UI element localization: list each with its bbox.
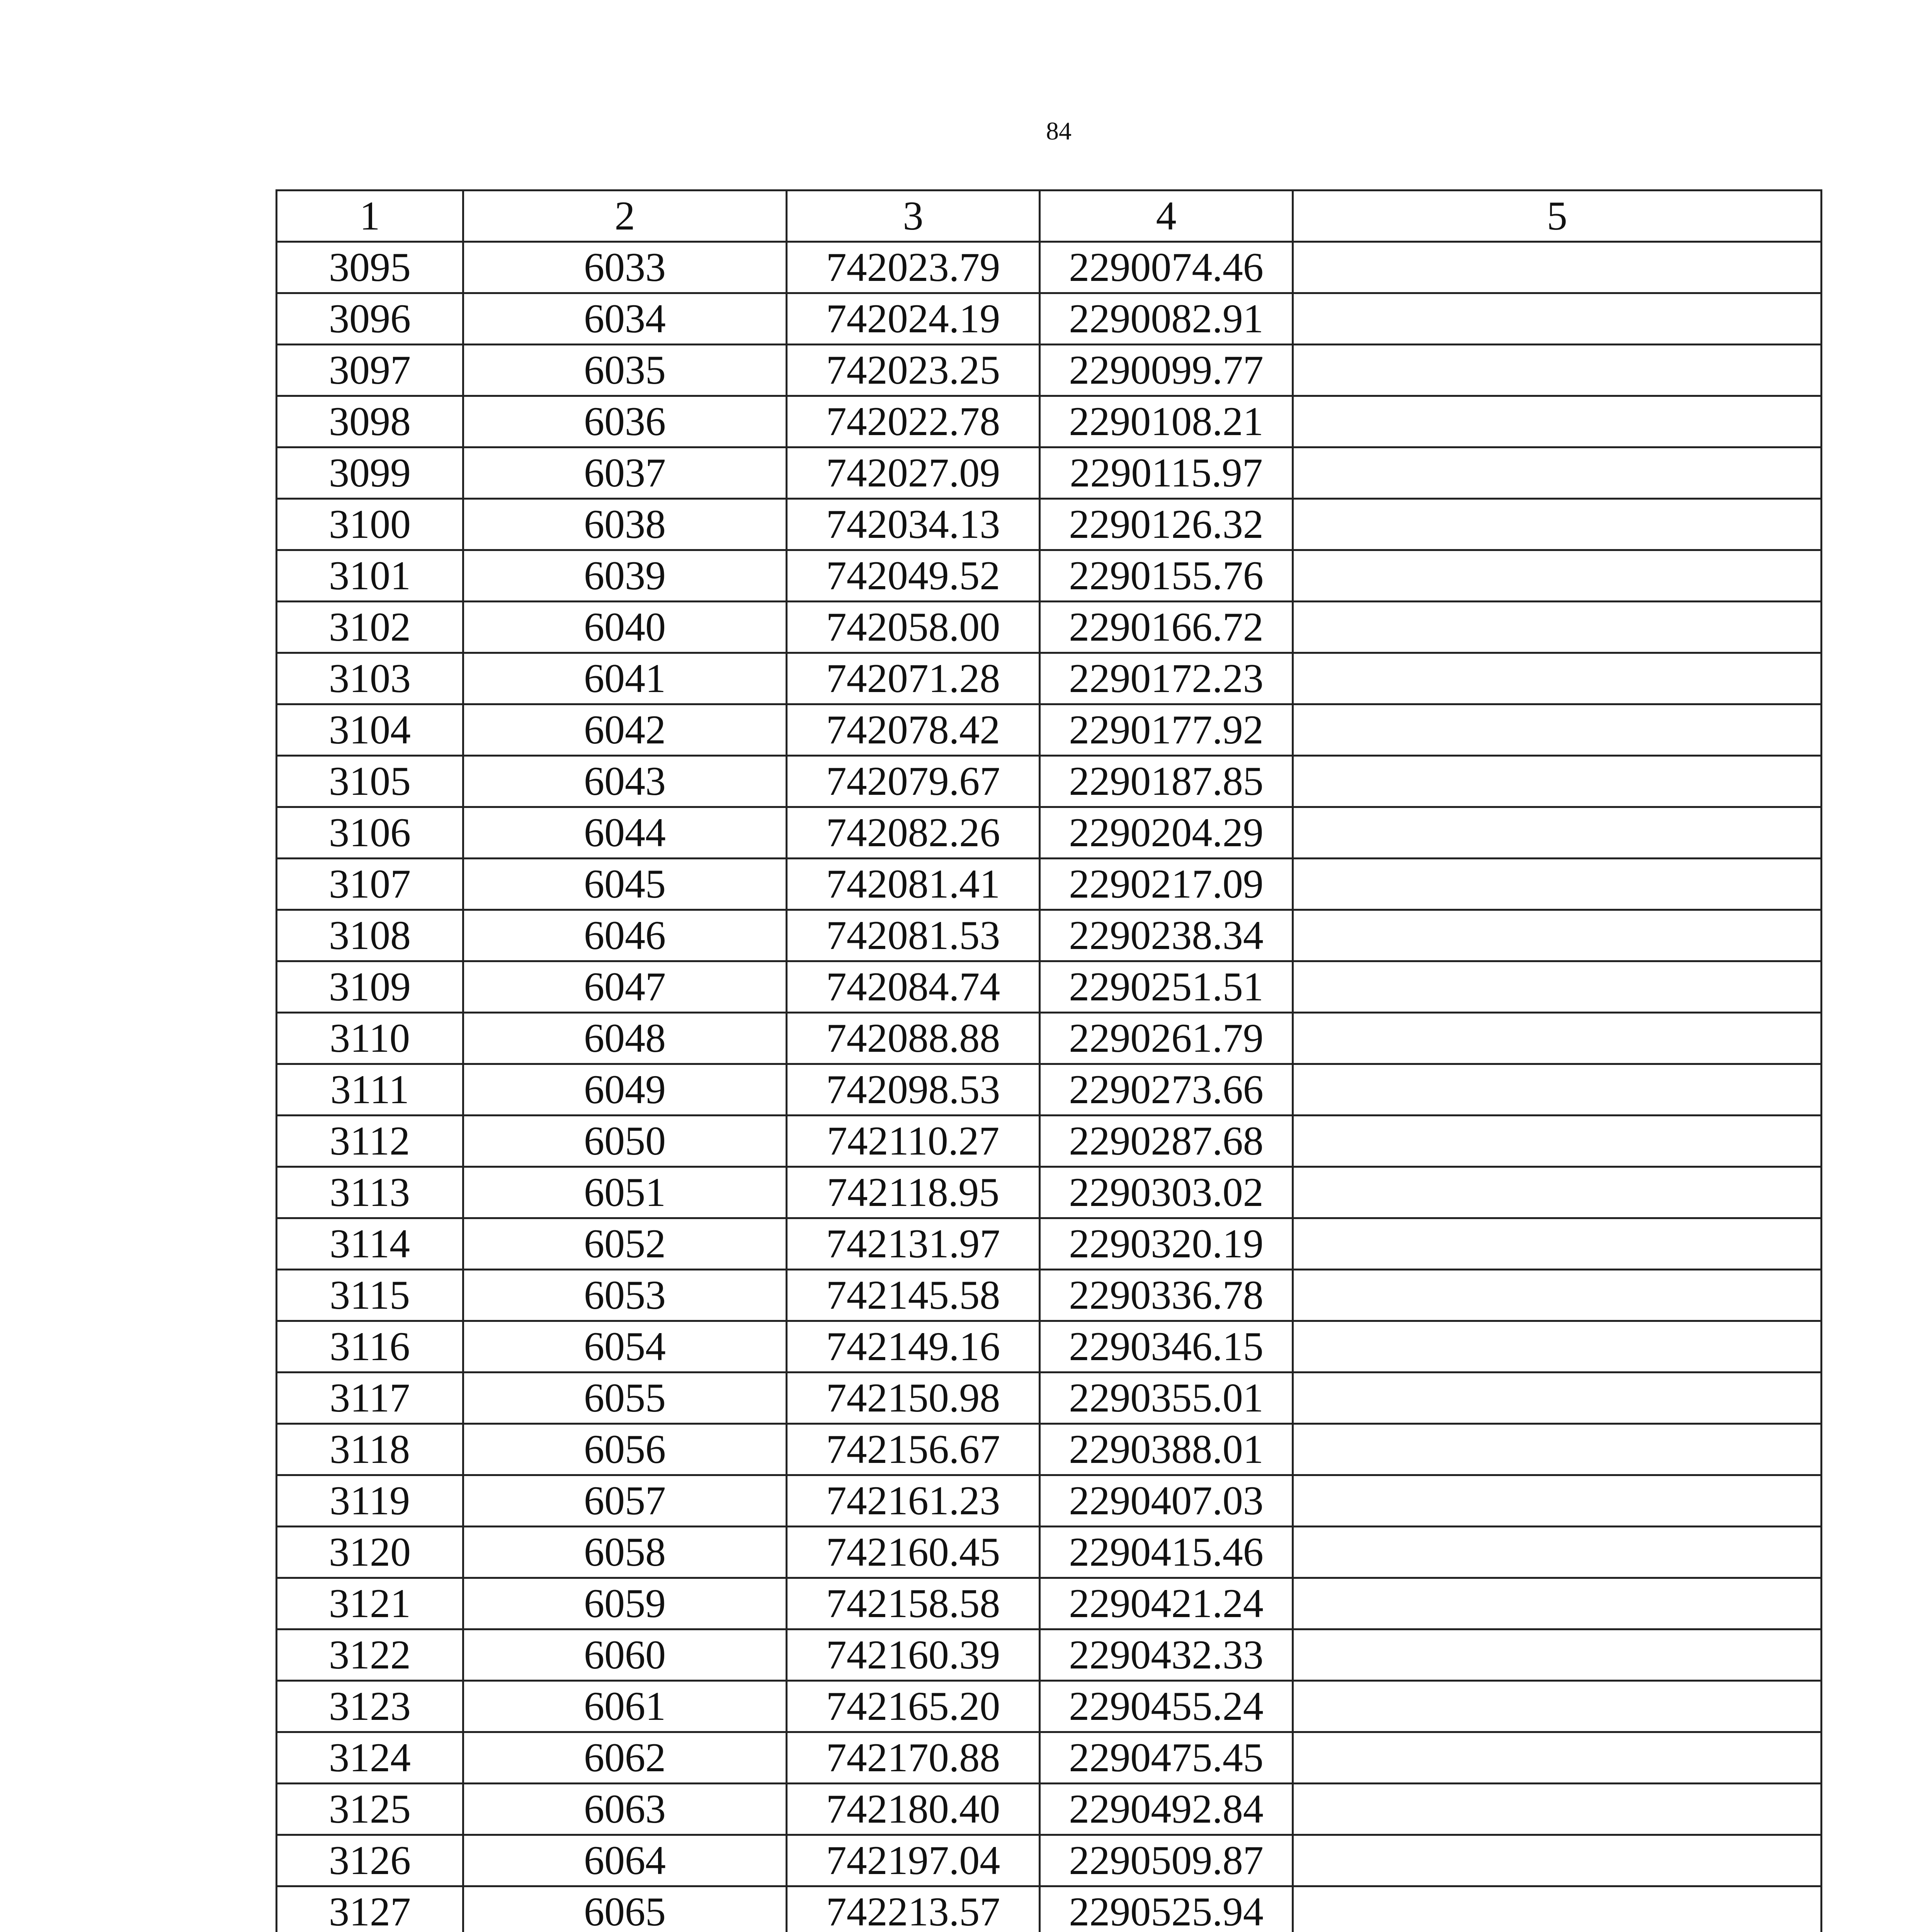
table-row <box>277 1886 1822 1932</box>
y-coordinate-cell: 2290217.09 <box>1040 859 1293 910</box>
point-number-cell: 6047 <box>463 961 787 1013</box>
y-coordinate-cell: 2290303.02 <box>1040 1167 1293 1218</box>
x-coordinate-cell: 742160.45 <box>787 1527 1040 1578</box>
x-coordinate-cell: 742118.95 <box>787 1167 1040 1218</box>
table-row <box>277 447 1822 499</box>
row-number-cell: 3099 <box>277 447 463 499</box>
y-coordinate-cell: 2290355.01 <box>1040 1372 1293 1424</box>
table-row <box>277 242 1822 293</box>
point-number-cell: 6061 <box>463 1681 787 1732</box>
y-coordinate-cell: 2290273.66 <box>1040 1064 1293 1116</box>
note-cell <box>1293 1629 1822 1681</box>
row-number-cell: 3109 <box>277 961 463 1013</box>
table-row <box>277 756 1822 807</box>
y-coordinate-cell: 2290108.21 <box>1040 396 1293 447</box>
note-cell <box>1293 1732 1822 1784</box>
header-row <box>277 190 1822 242</box>
point-number-cell: 6039 <box>463 550 787 602</box>
point-number-cell: 6064 <box>463 1835 787 1886</box>
header-cell-1: 1 <box>277 190 463 242</box>
table-row <box>277 1475 1822 1527</box>
table-row <box>277 1372 1822 1424</box>
header-cell-3: 3 <box>787 190 1040 242</box>
note-cell <box>1293 447 1822 499</box>
table-row <box>277 602 1822 653</box>
table-row <box>277 859 1822 910</box>
row-number-cell: 3118 <box>277 1424 463 1475</box>
x-coordinate-cell: 742081.53 <box>787 910 1040 961</box>
row-number-cell: 3096 <box>277 293 463 345</box>
table-row <box>277 1629 1822 1681</box>
x-coordinate-cell: 742082.26 <box>787 807 1040 859</box>
y-coordinate-cell: 2290155.76 <box>1040 550 1293 602</box>
point-number-cell: 6042 <box>463 704 787 756</box>
table-body <box>277 242 1822 1932</box>
note-cell <box>1293 242 1822 293</box>
x-coordinate-cell: 742079.67 <box>787 756 1040 807</box>
row-number-cell: 3111 <box>277 1064 463 1116</box>
coordinates-table <box>276 189 1822 1932</box>
note-cell <box>1293 602 1822 653</box>
x-coordinate-cell: 742165.20 <box>787 1681 1040 1732</box>
row-number-cell: 3116 <box>277 1321 463 1372</box>
x-coordinate-cell: 742023.79 <box>787 242 1040 293</box>
point-number-cell: 6051 <box>463 1167 787 1218</box>
note-cell <box>1293 1064 1822 1116</box>
row-number-cell: 3126 <box>277 1835 463 1886</box>
y-coordinate-cell: 2290099.77 <box>1040 345 1293 396</box>
x-coordinate-cell: 742180.40 <box>787 1784 1040 1835</box>
note-cell <box>1293 1218 1822 1270</box>
row-number-cell: 3108 <box>277 910 463 961</box>
point-number-cell: 6038 <box>463 499 787 550</box>
point-number-cell: 6063 <box>463 1784 787 1835</box>
x-coordinate-cell: 742156.67 <box>787 1424 1040 1475</box>
table-row <box>277 910 1822 961</box>
y-coordinate-cell: 2290126.32 <box>1040 499 1293 550</box>
table-row <box>277 1013 1822 1064</box>
table-row <box>277 1167 1822 1218</box>
point-number-cell: 6052 <box>463 1218 787 1270</box>
row-number-cell: 3101 <box>277 550 463 602</box>
table-row <box>277 550 1822 602</box>
y-coordinate-cell: 2290238.34 <box>1040 910 1293 961</box>
y-coordinate-cell: 2290320.19 <box>1040 1218 1293 1270</box>
note-cell <box>1293 293 1822 345</box>
x-coordinate-cell: 742024.19 <box>787 293 1040 345</box>
table-row <box>277 1116 1822 1167</box>
note-cell <box>1293 704 1822 756</box>
row-number-cell: 3125 <box>277 1784 463 1835</box>
note-cell <box>1293 1270 1822 1321</box>
x-coordinate-cell: 742145.58 <box>787 1270 1040 1321</box>
y-coordinate-cell: 2290115.97 <box>1040 447 1293 499</box>
y-coordinate-cell: 2290407.03 <box>1040 1475 1293 1527</box>
table-row <box>277 807 1822 859</box>
note-cell <box>1293 1835 1822 1886</box>
note-cell <box>1293 1886 1822 1932</box>
table-row <box>277 1578 1822 1629</box>
x-coordinate-cell: 742213.57 <box>787 1886 1040 1932</box>
x-coordinate-cell: 742023.25 <box>787 345 1040 396</box>
point-number-cell: 6035 <box>463 345 787 396</box>
header-cell-2: 2 <box>463 190 787 242</box>
table-row <box>277 1424 1822 1475</box>
x-coordinate-cell: 742088.88 <box>787 1013 1040 1064</box>
row-number-cell: 3103 <box>277 653 463 704</box>
note-cell <box>1293 1578 1822 1629</box>
point-number-cell: 6058 <box>463 1527 787 1578</box>
y-coordinate-cell: 2290509.87 <box>1040 1835 1293 1886</box>
row-number-cell: 3102 <box>277 602 463 653</box>
x-coordinate-cell: 742081.41 <box>787 859 1040 910</box>
row-number-cell: 3115 <box>277 1270 463 1321</box>
note-cell <box>1293 1372 1822 1424</box>
y-coordinate-cell: 2290421.24 <box>1040 1578 1293 1629</box>
note-cell <box>1293 1527 1822 1578</box>
table-row <box>277 1835 1822 1886</box>
point-number-cell: 6062 <box>463 1732 787 1784</box>
point-number-cell: 6049 <box>463 1064 787 1116</box>
y-coordinate-cell: 2290346.15 <box>1040 1321 1293 1372</box>
point-number-cell: 6053 <box>463 1270 787 1321</box>
y-coordinate-cell: 2290082.91 <box>1040 293 1293 345</box>
y-coordinate-cell: 2290204.29 <box>1040 807 1293 859</box>
y-coordinate-cell: 2290525.94 <box>1040 1886 1293 1932</box>
y-coordinate-cell: 2290074.46 <box>1040 242 1293 293</box>
row-number-cell: 3117 <box>277 1372 463 1424</box>
x-coordinate-cell: 742071.28 <box>787 653 1040 704</box>
row-number-cell: 3097 <box>277 345 463 396</box>
note-cell <box>1293 756 1822 807</box>
point-number-cell: 6056 <box>463 1424 787 1475</box>
x-coordinate-cell: 742131.97 <box>787 1218 1040 1270</box>
x-coordinate-cell: 742161.23 <box>787 1475 1040 1527</box>
y-coordinate-cell: 2290388.01 <box>1040 1424 1293 1475</box>
note-cell <box>1293 499 1822 550</box>
row-number-cell: 3098 <box>277 396 463 447</box>
x-coordinate-cell: 742160.39 <box>787 1629 1040 1681</box>
note-cell <box>1293 396 1822 447</box>
row-number-cell: 3114 <box>277 1218 463 1270</box>
table-row <box>277 1527 1822 1578</box>
note-cell <box>1293 1424 1822 1475</box>
row-number-cell: 3127 <box>277 1886 463 1932</box>
note-cell <box>1293 550 1822 602</box>
row-number-cell: 3124 <box>277 1732 463 1784</box>
row-number-cell: 3106 <box>277 807 463 859</box>
y-coordinate-cell: 2290492.84 <box>1040 1784 1293 1835</box>
y-coordinate-cell: 2290415.46 <box>1040 1527 1293 1578</box>
table-row <box>277 704 1822 756</box>
table-row <box>277 1064 1822 1116</box>
y-coordinate-cell: 2290455.24 <box>1040 1681 1293 1732</box>
x-coordinate-cell: 742078.42 <box>787 704 1040 756</box>
row-number-cell: 3110 <box>277 1013 463 1064</box>
y-coordinate-cell: 2290475.45 <box>1040 1732 1293 1784</box>
row-number-cell: 3095 <box>277 242 463 293</box>
note-cell <box>1293 1475 1822 1527</box>
table-row <box>277 293 1822 345</box>
point-number-cell: 6050 <box>463 1116 787 1167</box>
row-number-cell: 3100 <box>277 499 463 550</box>
note-cell <box>1293 1321 1822 1372</box>
point-number-cell: 6045 <box>463 859 787 910</box>
y-coordinate-cell: 2290187.85 <box>1040 756 1293 807</box>
point-number-cell: 6033 <box>463 242 787 293</box>
x-coordinate-cell: 742170.88 <box>787 1732 1040 1784</box>
row-number-cell: 3113 <box>277 1167 463 1218</box>
table-row <box>277 1321 1822 1372</box>
row-number-cell: 3121 <box>277 1578 463 1629</box>
table-row <box>277 1218 1822 1270</box>
x-coordinate-cell: 742084.74 <box>787 961 1040 1013</box>
note-cell <box>1293 961 1822 1013</box>
note-cell <box>1293 859 1822 910</box>
row-number-cell: 3123 <box>277 1681 463 1732</box>
point-number-cell: 6041 <box>463 653 787 704</box>
table-row <box>277 1270 1822 1321</box>
point-number-cell: 6043 <box>463 756 787 807</box>
note-cell <box>1293 1013 1822 1064</box>
row-number-cell: 3120 <box>277 1527 463 1578</box>
x-coordinate-cell: 742027.09 <box>787 447 1040 499</box>
point-number-cell: 6037 <box>463 447 787 499</box>
x-coordinate-cell: 742022.78 <box>787 396 1040 447</box>
y-coordinate-cell: 2290261.79 <box>1040 1013 1293 1064</box>
page-number: 84 <box>1046 117 1072 145</box>
point-number-cell: 6048 <box>463 1013 787 1064</box>
table-row <box>277 1784 1822 1835</box>
point-number-cell: 6065 <box>463 1886 787 1932</box>
point-number-cell: 6040 <box>463 602 787 653</box>
table-row <box>277 1732 1822 1784</box>
table-row <box>277 1681 1822 1732</box>
header-cell-4: 4 <box>1040 190 1293 242</box>
x-coordinate-cell: 742158.58 <box>787 1578 1040 1629</box>
x-coordinate-cell: 742197.04 <box>787 1835 1040 1886</box>
point-number-cell: 6044 <box>463 807 787 859</box>
table-row <box>277 499 1822 550</box>
header-cell-5: 5 <box>1293 190 1822 242</box>
row-number-cell: 3119 <box>277 1475 463 1527</box>
note-cell <box>1293 1167 1822 1218</box>
x-coordinate-cell: 742110.27 <box>787 1116 1040 1167</box>
note-cell <box>1293 1116 1822 1167</box>
x-coordinate-cell: 742058.00 <box>787 602 1040 653</box>
row-number-cell: 3112 <box>277 1116 463 1167</box>
note-cell <box>1293 653 1822 704</box>
y-coordinate-cell: 2290166.72 <box>1040 602 1293 653</box>
note-cell <box>1293 910 1822 961</box>
table-row <box>277 961 1822 1013</box>
x-coordinate-cell: 742098.53 <box>787 1064 1040 1116</box>
point-number-cell: 6036 <box>463 396 787 447</box>
y-coordinate-cell: 2290336.78 <box>1040 1270 1293 1321</box>
table-row <box>277 396 1822 447</box>
x-coordinate-cell: 742049.52 <box>787 550 1040 602</box>
point-number-cell: 6059 <box>463 1578 787 1629</box>
y-coordinate-cell: 2290177.92 <box>1040 704 1293 756</box>
x-coordinate-cell: 742150.98 <box>787 1372 1040 1424</box>
y-coordinate-cell: 2290432.33 <box>1040 1629 1293 1681</box>
row-number-cell: 3105 <box>277 756 463 807</box>
point-number-cell: 6057 <box>463 1475 787 1527</box>
y-coordinate-cell: 2290287.68 <box>1040 1116 1293 1167</box>
row-number-cell: 3107 <box>277 859 463 910</box>
table-row <box>277 653 1822 704</box>
table-row <box>277 345 1822 396</box>
y-coordinate-cell: 2290251.51 <box>1040 961 1293 1013</box>
y-coordinate-cell: 2290172.23 <box>1040 653 1293 704</box>
point-number-cell: 6034 <box>463 293 787 345</box>
note-cell <box>1293 1681 1822 1732</box>
row-number-cell: 3122 <box>277 1629 463 1681</box>
point-number-cell: 6046 <box>463 910 787 961</box>
x-coordinate-cell: 742149.16 <box>787 1321 1040 1372</box>
point-number-cell: 6055 <box>463 1372 787 1424</box>
x-coordinate-cell: 742034.13 <box>787 499 1040 550</box>
note-cell <box>1293 807 1822 859</box>
point-number-cell: 6060 <box>463 1629 787 1681</box>
note-cell <box>1293 1784 1822 1835</box>
point-number-cell: 6054 <box>463 1321 787 1372</box>
note-cell <box>1293 345 1822 396</box>
row-number-cell: 3104 <box>277 704 463 756</box>
